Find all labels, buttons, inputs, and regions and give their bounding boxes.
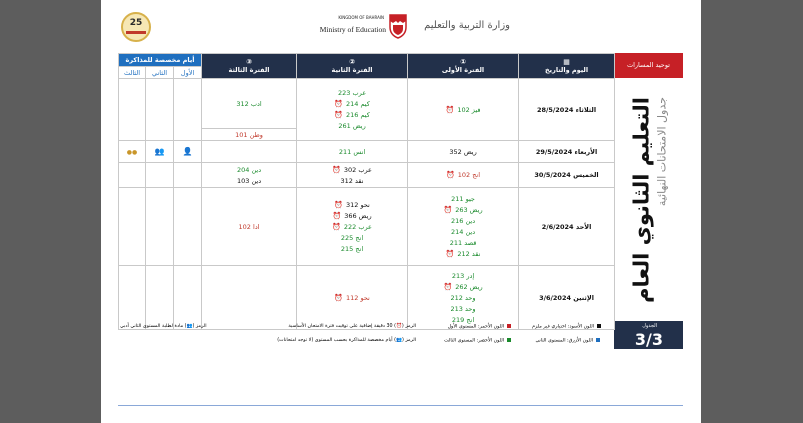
extra-time-clock-icon: ⏰ (446, 171, 455, 179)
ministry-name-english: Ministry of Education (319, 25, 386, 34)
period-3-cell (202, 163, 297, 188)
subject-code: انج 225 (340, 233, 364, 242)
extra-time-clock-icon: ⏰ (443, 206, 453, 214)
extra-time-clock-icon: ⏰ (445, 105, 455, 114)
subject-code: إدر 213 (451, 271, 475, 280)
extra-time-clock-icon: ⏰ (332, 222, 341, 231)
subject-code: ادب 312 (236, 99, 262, 108)
subject-code: وحد 212 (450, 293, 476, 302)
bahrain-crest-icon (388, 13, 408, 39)
clock-3-icon: ③ (246, 58, 252, 66)
study-cell (174, 141, 202, 163)
study-cell (146, 163, 174, 188)
study-cell (119, 79, 146, 141)
period-3-cell (202, 79, 297, 129)
subject-code: دين 216 (450, 217, 476, 225)
subject-code: انج 102 ⏰ (446, 171, 481, 179)
date-cell: الخميس 30/5/2024 (519, 163, 615, 188)
study-cell (174, 163, 202, 188)
exam-schedule-table (118, 53, 615, 330)
subject-code: دين 103 (236, 176, 262, 185)
emblem-number: 25 (129, 18, 143, 28)
subject-code: ريض 262 ⏰ (443, 282, 483, 291)
header-study-days: أيام مخصصة للمذاكرة (119, 54, 202, 67)
study-day-gold-icon: ●● (126, 148, 138, 156)
subject-code: عرب 222 ⏰ (332, 222, 372, 231)
period-2-cell (297, 79, 408, 141)
extra-time-clock-icon: ⏰ (334, 111, 343, 119)
date-cell: الأحد 2/6/2024 (519, 188, 615, 266)
table-number: 3/3 (634, 330, 663, 349)
period-1-cell (408, 266, 519, 330)
subject-code: جيو 211 (451, 195, 475, 203)
legend-red: اللون الأحمر: المستوى الأول (448, 324, 511, 330)
legend-note-extra-time: الرمز (⏰) 30 دقيقة إضافية على توقيت فترة الامتحان الأساسية (288, 324, 416, 329)
subject-code: ادا 102 (238, 222, 260, 231)
study-cell (119, 141, 146, 163)
extra-time-clock-icon: ⏰ (332, 165, 341, 174)
header-study-level-2: الثاني (146, 67, 174, 79)
header-period-1: ① الفترة الأولى (408, 54, 519, 79)
footer-rule (118, 405, 683, 406)
legend-note-literary: الرمز (👥) مادة لطلبة المستوى الثاني أدبي (120, 324, 207, 329)
subject-code: عرب 223 (338, 89, 367, 97)
subject-code: دين 214 (450, 228, 476, 236)
subject-code: ريض 366 ⏰ (332, 211, 372, 220)
subject-code: نقد 312 (340, 176, 364, 185)
study-cell (146, 79, 174, 141)
legend-green: اللون الأخضر: المستوى الثالث (444, 338, 511, 344)
subject-code: فيز 102 ⏰ (445, 105, 481, 114)
kingdom-label: KINGDOM OF BAHRAIN (338, 15, 384, 20)
study-day-blue-icon: 👥 (154, 147, 165, 156)
study-cell (119, 266, 146, 330)
header-period-2: ② الفترة الثانية (297, 54, 408, 79)
study-cell (119, 163, 146, 188)
header-date: ▦ اليوم والتاريخ (519, 54, 615, 79)
subject-code: انج 215 (340, 244, 364, 253)
subject-code: نحو 312 ⏰ (334, 200, 370, 209)
extra-time-clock-icon: ⏰ (443, 282, 453, 291)
exam-schedule-subtitle: جدول الامتحانات النهائية (655, 97, 669, 207)
period-1-cell (408, 141, 519, 163)
period-3-cell (202, 188, 297, 266)
extra-time-clock-icon: ⏰ (334, 100, 343, 108)
period-2-cell (297, 163, 408, 188)
clock-2-icon: ② (349, 58, 355, 66)
subject-code: ريض 263 ⏰ (443, 206, 483, 214)
date-cell: الثلاثاء 28/5/2024 (519, 79, 615, 141)
study-cell (174, 188, 202, 266)
subject-code: انس 211 (338, 147, 366, 156)
date-cell: الإثنين 3/6/2024 (519, 266, 615, 330)
study-cell (119, 188, 146, 266)
subject-code: وحد 213 (450, 304, 476, 313)
subject-code: ريض 261 (338, 122, 366, 130)
subject-code: وطن 101 (235, 130, 263, 139)
subject-code: كيم 216 ⏰ (334, 111, 370, 119)
subject-code: عرب 302 ⏰ (332, 165, 372, 174)
table-number-box (614, 321, 683, 349)
study-cell (146, 141, 174, 163)
subject-code: نقد 212 ⏰ (445, 250, 481, 258)
extra-time-clock-icon: ⏰ (332, 211, 342, 220)
legend-black: اللون الأسود: اختياري غير ملزم (532, 324, 601, 330)
extra-time-clock-icon: ⏰ (445, 250, 455, 258)
subject-code: انج 219 (451, 315, 475, 324)
period-3-cell (202, 129, 297, 141)
subject-code: كيم 214 ⏰ (334, 100, 370, 108)
extra-time-clock-icon: ⏰ (334, 200, 343, 209)
study-cell (174, 79, 202, 141)
study-day-red-icon: 👤 (182, 147, 193, 156)
ministry-name-arabic: وزارة التربية والتعليم (424, 20, 510, 31)
subject-code: ريض 352 (449, 147, 477, 156)
period-3-cell (202, 266, 297, 330)
subject-code: دين 204 (236, 165, 262, 174)
table-label: الجدول (642, 323, 657, 329)
legend-note-study-days: الرمز (👥) أيام مخصصة للمذاكرة بحسب المستوى (لا توجد امتحانات) (277, 338, 416, 343)
period-1-cell (408, 188, 519, 266)
study-cell (146, 266, 174, 330)
period-1-cell (408, 79, 519, 141)
period-3-cell (202, 141, 297, 163)
period-1-cell (408, 163, 519, 188)
education-title: التعليم الثانوي العام (629, 97, 654, 303)
header-period-3: ③ الفترة الثالثة (202, 54, 297, 79)
date-cell: الأربعاء 29/5/2024 (519, 141, 615, 163)
vertical-title (630, 97, 669, 303)
anniversary-emblem-icon (121, 12, 151, 42)
period-2-cell (297, 141, 408, 163)
clock-1-icon: ① (460, 58, 466, 66)
study-cell (146, 188, 174, 266)
period-2-cell (297, 188, 408, 266)
period-2-cell (297, 266, 408, 330)
study-cell (174, 266, 202, 330)
subject-code: نحو 112 ⏰ (334, 293, 370, 302)
legend-blue: اللون الأزرق: المستوى الثاني (535, 338, 600, 344)
tracks-header: توحيد المسارات (614, 53, 683, 78)
subject-code: قصد 211 (449, 239, 477, 247)
extra-time-clock-icon: ⏰ (334, 293, 343, 302)
calendar-icon: ▦ (563, 58, 570, 66)
header-study-level-3: الثالث (119, 67, 146, 79)
header-study-level-1: الأول (174, 67, 202, 79)
